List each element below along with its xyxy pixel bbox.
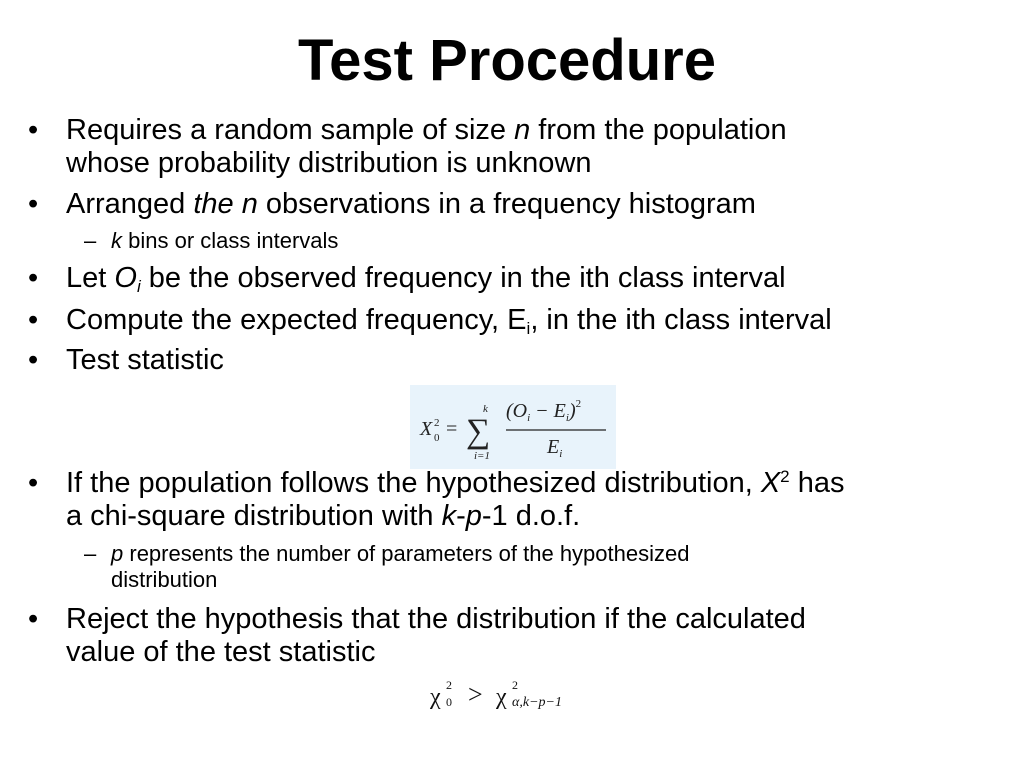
subbullet-text: represents the number of parameters of the hypothesized [123, 541, 690, 566]
formula-equals: = [446, 418, 458, 440]
bullet-mark: • [28, 262, 39, 294]
bullet-random-sample [28, 114, 998, 180]
bullet-text: value of the test statistic [66, 636, 376, 668]
variable-p: p [465, 500, 482, 532]
formula-numerator: $(O_i - E_i)^2$ [506, 398, 582, 424]
variable-k: k [111, 228, 122, 253]
italic-the-n: the n [193, 188, 258, 220]
formula2-svg [428, 672, 608, 712]
bullet-test-statistic [28, 344, 998, 377]
bullet-mark: • [28, 114, 39, 146]
subscript-i: i [526, 319, 531, 338]
bullet-text: observations in a frequency histogram [257, 188, 756, 220]
dash-mark: – [84, 228, 97, 253]
formula2-lhs-chi: χ [430, 684, 441, 710]
bullet-text: Arranged [66, 188, 194, 220]
formula-denominator: $E_i$ [547, 436, 563, 460]
variable-O: O [114, 262, 137, 294]
chi-square-formula [410, 385, 616, 469]
bullet-text: from the population [530, 114, 787, 146]
subbullet-bins [84, 228, 964, 254]
superscript-2: 2 [780, 467, 790, 486]
bullet-text: has [789, 467, 845, 499]
formula2-rhs-sub: α,k−p−1 [512, 695, 562, 710]
bullet-observed-frequency [28, 262, 998, 295]
bullet-text: Reject the hypothesis that the distribution if the calculated [66, 603, 806, 635]
formula-lhs-sub: 0 [434, 432, 440, 444]
bullet-text: be the observed frequency in the ith class interval [140, 262, 786, 294]
bullet-text: Requires a random sample of size [66, 114, 515, 146]
variable-X: X [760, 467, 781, 499]
formula-lhs-sup: 2 [434, 417, 440, 429]
bullet-mark: • [28, 304, 39, 336]
bullet-mark: • [28, 603, 39, 635]
bullet-histogram [28, 188, 998, 221]
bullet-text: - [456, 500, 466, 532]
bullet-text: -1 d.o.f. [481, 500, 581, 532]
bullet-mark: • [28, 188, 39, 220]
bullet-text: a chi-square distribution with [66, 500, 442, 532]
bullet-expected-frequency [28, 304, 998, 337]
bullet-text: Let [66, 262, 115, 294]
dash-mark: – [84, 541, 97, 566]
formula-sum: ∑ [466, 413, 491, 450]
bullet-text: , in the ith class interval [530, 304, 832, 336]
formula2-greater-than: > [468, 680, 483, 709]
bullet-text: Compute the expected frequency, E [66, 304, 527, 336]
bullet-mark: • [28, 344, 39, 376]
formula2-rhs-chi: χ [496, 684, 507, 710]
bullet-text: Test statistic [66, 344, 224, 376]
bullet-reject-hypothesis [28, 603, 998, 669]
formula2-lhs-sub: 0 [446, 695, 452, 709]
bullet-text: If the population follows the hypothesized distribution, [66, 467, 761, 499]
formula-lhs-x: X [420, 418, 433, 440]
formula-sum-bottom: i=1 [474, 450, 490, 462]
bullet-mark: • [28, 467, 39, 499]
subbullet-parameters [84, 541, 964, 593]
subbullet-text: distribution [111, 567, 218, 592]
formula2-lhs-sup: 2 [446, 678, 452, 692]
variable-p: p [111, 541, 124, 566]
slide-title: Test Procedure [298, 28, 716, 93]
formula2-rhs-sup: 2 [512, 678, 518, 692]
rejection-criterion-formula [428, 672, 608, 712]
variable-k: k [441, 500, 457, 532]
formula-sum-top: k [483, 403, 488, 415]
variable-i: i [136, 277, 141, 296]
bullet-chi-square-distribution [28, 467, 998, 533]
variable-n: n [514, 114, 531, 146]
formula-svg [410, 385, 616, 469]
bullet-text: whose probability distribution is unknown [66, 147, 592, 179]
subbullet-text: bins or class intervals [122, 228, 339, 253]
